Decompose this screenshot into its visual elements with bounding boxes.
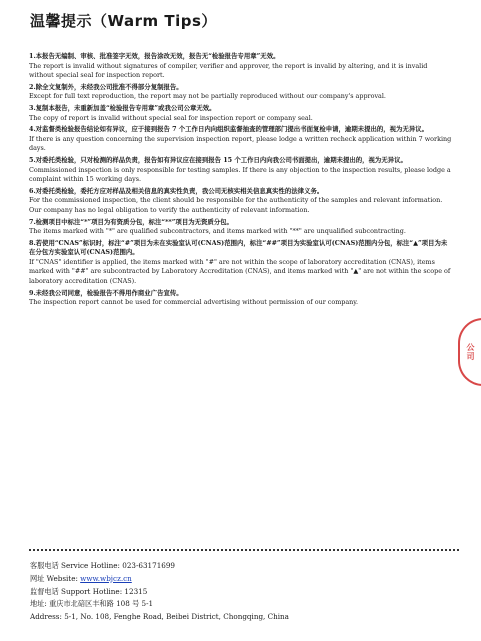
service-hotline <box>30 560 450 573</box>
tip-en: If "CNAS" identifier is applied, the items marked with "#" are not within the scope of laboratory accreditation (CNAS), items marked with "##" are subcontracted by Laboratory Accreditation (CNAS), and items marked with "▲" are not within the scope of laboratory accreditation (CNAS). <box>29 257 451 286</box>
tip-en: For the commissioned inspection, the client should be responsible for the authenticity of the samples and relevant information. Our company has no legal obligation to verify the authenticity of relevant information. <box>29 196 443 214</box>
tip-item-8 <box>29 239 453 287</box>
tip-en: The inspection report cannot be used for commercial advertising without permission of our company. <box>29 298 359 307</box>
tip-item-3 <box>29 104 453 123</box>
tip-cn: 5.对委托类检验，只对检测的样品负责，报告如有异议应在接到报告 15 个工作日内向我公司书面提出，逾期未提出的，视为无异议。 <box>29 155 407 164</box>
tip-item-1 <box>29 52 453 81</box>
support-hotline-value: 12315 <box>124 586 148 596</box>
tip-item-5 <box>29 156 453 185</box>
tip-cn: 2.除全文复制外，未经我公司批准不得部分复制报告。 <box>29 82 183 91</box>
tip-en: The copy of report is invalid without special seal for inspection report or company seal. <box>29 113 313 122</box>
tip-en: Commissioned inspection is only responsible for testing samples. If there is any objection to the inspection results, please lodge a complaint within 15 working days. <box>29 165 451 184</box>
tip-item-2 <box>29 83 453 102</box>
address-en-value: 5-1, No. 108, Fenghe Road, Beibei District, Chongqing, China <box>64 612 289 622</box>
tips-list <box>29 52 453 310</box>
page-title: 温馨提示（Warm Tips） <box>30 12 217 30</box>
service-hotline-label: 客服电话 Service Hotline: <box>30 561 120 570</box>
tip-item-7 <box>29 218 453 237</box>
tip-cn: 4.对监督类检验报告结论如有异议，应于接到报告 7 个工作日内向组织监督抽查的管理部门提出书面复检申请，逾期未提出的，视为无异议。 <box>29 125 429 134</box>
tip-en: Except for full text reproduction, the report may not be partially reproduced without our company's approval. <box>29 92 386 101</box>
footer-divider <box>29 549 459 551</box>
tip-item-4 <box>29 125 453 154</box>
address-cn-value: 重庆市北碚区丰和路 108 号 5-1 <box>49 599 154 609</box>
service-hotline-value: 023-63171699 <box>122 561 175 570</box>
tip-cn: 6.对委托类检验，委托方应对样品及相关信息的真实性负责，我公司无核实相关信息真实性的法律义务。 <box>29 186 324 195</box>
contact-footer <box>30 560 450 624</box>
address-cn-label: 地址: <box>30 599 47 609</box>
website-label: 网址 Website: <box>30 573 78 583</box>
company-seal-stamp <box>458 318 481 386</box>
stamp-text: 公司 <box>466 343 476 361</box>
address-en <box>30 611 450 624</box>
support-hotline-label: 监督电话 Support Hotline: <box>30 586 123 596</box>
tip-item-9 <box>29 289 453 308</box>
website-link[interactable]: www.wbjcz.cn <box>80 573 132 583</box>
tip-en: The items marked with "*" are qualified subcontractors, and items marked with "**" are unqualified subcontracting. <box>29 227 406 236</box>
tip-cn: 3.复制本报告，未重新加盖“检验报告专用章”或我公司公章无效。 <box>29 103 216 112</box>
tip-cn: 9.未经我公司同意，检验报告不得用作商业广告宣传。 <box>29 288 183 297</box>
website <box>30 573 450 586</box>
tip-item-6 <box>29 187 453 216</box>
tip-cn: 1.本报告无编制、审核、批准签字无效，报告涂改无效，报告无“检验报告专用章”无效。 <box>29 52 280 60</box>
tip-cn: 7.检测项目中标注“*”项目为有资质分包，标注“**”项目为无资质分包。 <box>29 217 233 226</box>
address-en-label: Address: <box>30 612 62 622</box>
address-cn <box>30 598 450 611</box>
support-hotline <box>30 586 450 599</box>
tip-en: If there is any question concerning the supervision inspection report, please lodge a written recheck application within 7 working days. <box>29 134 452 153</box>
tip-en: The report is invalid without signatures of compiler, verifier and approver, the report is invalid by altering, and it is invalid without special seal for inspection report. <box>29 61 428 80</box>
tip-cn: 8.若使用“CNAS”标识时，标注“#”项目为未在实验室认可(CNAS)范围内，标注“##”项目为实验室认可(CNAS)范围内分包，标注“▲”项目为未在分包方实验室认可(CNAS)范围内。 <box>29 238 448 257</box>
